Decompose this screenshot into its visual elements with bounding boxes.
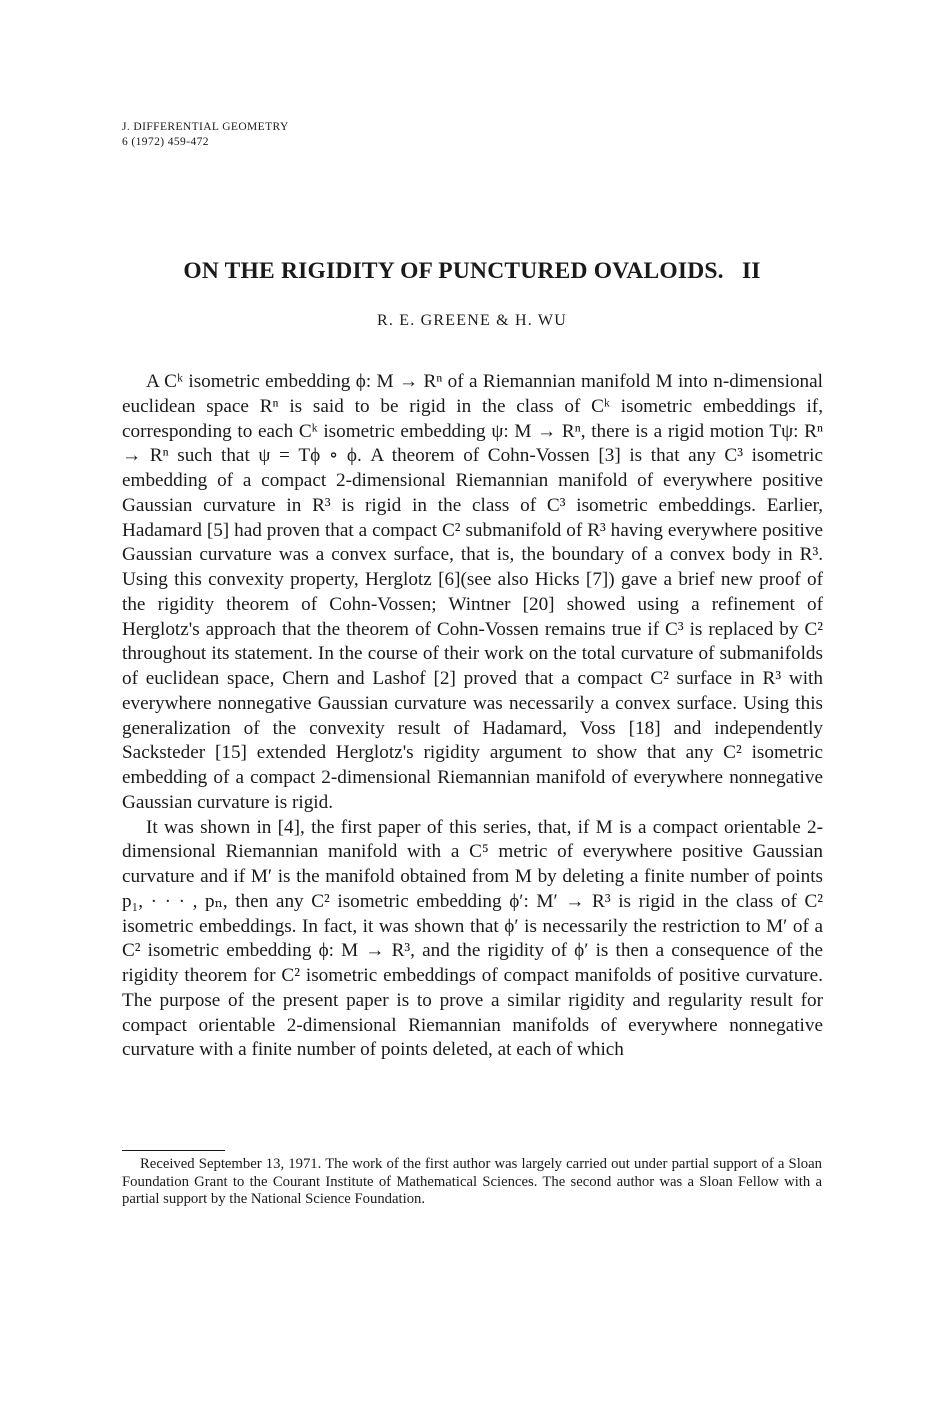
paper-title: ON THE RIGIDITY OF PUNCTURED OVALOIDS. II xyxy=(183,258,761,284)
paragraph-1: A Cᵏ isometric embedding ϕ: M → Rⁿ of a Riemannian manifold M into n-dimensional euclidean space Rⁿ is said to be rigid in the class of Cᵏ isometric embeddings if, corresponding to each Cᵏ isometric embedding ψ: M → Rⁿ, there is a rigid motion Tψ: Rⁿ → Rⁿ such that ψ = Tϕ ∘ ϕ. A theorem of Cohn-Vossen [3] is that any C³ isometric embedding of a compact 2-dimensional Riemannian manifold of everywhere positive Gaussian curvature in R³ is rigid in the class of C³ isometric embeddings. Earlier, Hadamard [5] had proven that a compact C² submanifold of R³ having everywhere positive Gaussian curvature was a convex surface, that is, the boundary of a convex body in R³. Using this convexity property, Herglotz [6](see also Hicks [7]) gave a brief new proof of the rigidity theorem of Cohn-Vossen; Wintner [20] showed using a refinement of Herglotz's approach that the theorem of Cohn-Vossen remains true if C³ is replaced by C² throughout its statement. In the course of their work on the total curvature of submanifolds of euclidean space, Chern and Lashof [2] proved that a compact C² surface in R³ with everywhere nonnegative Gaussian curvature was necessarily a convex surface. Using this generalization of the convexity result of Hadamard, Voss [18] and independently Sacksteder [15] extended Herglotz's rigidity argument to show that any C² isometric embedding of a compact 2-dimensional Riemannian manifold of everywhere nonnegative Gaussian curvature is rigid. xyxy=(122,371,823,813)
footnote-rule xyxy=(122,1150,225,1151)
journal-header xyxy=(122,120,289,150)
paper-authors: R. E. GREENE & H. WU xyxy=(377,312,567,329)
footnote: Received September 13, 1971. The work of the first author was largely carried out under partial support of a Sloan Foundation Grant to the Courant Institute of Mathematical Sciences. The second author was a Sloan Fellow with a partial support by the National Science Foundation. xyxy=(122,1156,822,1207)
journal-name: J. DIFFERENTIAL GEOMETRY xyxy=(122,121,289,133)
paragraph-2: It was shown in [4], the first paper of this series, that, if M is a compact orientable 2-dimensional Riemannian manifold with a C⁵ metric of everywhere positive Gaussian curvature and if M′ is the manifold obtained from M by deleting a finite number of points p₁, · · · , pₙ, then any C² isometric embedding ϕ′: M′ → R³ is rigid in the class of C² isometric embeddings. In fact, it was shown that ϕ′ is necessarily the restriction to M′ of a C² isometric embedding ϕ: M → R³, and the rigidity of ϕ′ is then a consequence of the rigidity theorem for C² isometric embeddings of compact manifolds of positive curvature. The purpose of the present paper is to prove a similar rigidity and regularity result for compact orientable 2-dimensional Riemannian manifolds of everywhere nonnegative curvature with a finite number of points deleted, at each of which xyxy=(122,816,823,1061)
main-text xyxy=(122,370,823,1063)
journal-volume-pages: 6 (1972) 459-472 xyxy=(122,136,209,148)
